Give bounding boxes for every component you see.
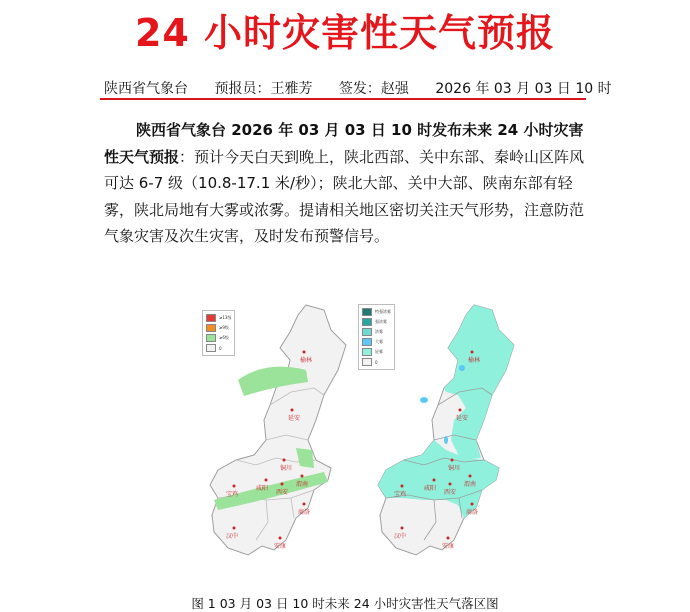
dense-fog-patch xyxy=(444,436,448,444)
dense-fog-patch xyxy=(459,365,465,371)
city-dot xyxy=(303,503,306,506)
legend-swatch xyxy=(362,308,372,316)
city-label: 西安 xyxy=(276,489,289,496)
city-dot xyxy=(281,483,284,486)
city-label: 延安 xyxy=(456,415,469,422)
legend-label: ≥13级 xyxy=(219,315,232,320)
city-dot xyxy=(303,351,306,354)
legend-swatch xyxy=(206,334,216,342)
city-label: 咸阳 xyxy=(424,485,437,492)
city-label: 渭南 xyxy=(296,481,309,488)
legend-label: 大雾 xyxy=(375,339,383,344)
city-dot xyxy=(471,503,474,506)
city-dot xyxy=(469,475,472,478)
legend-row xyxy=(206,323,231,333)
legend-row xyxy=(206,313,231,323)
legend-row xyxy=(362,327,391,337)
legend-row xyxy=(206,343,231,353)
city-label: 宝鸡 xyxy=(394,491,407,498)
document-meta xyxy=(104,78,612,98)
forecast-lead: 陕西省气象台 2026 年 03 月 03 日 10 时发布未来 24 小时灾害性天气预报 xyxy=(104,121,584,166)
maps-svg xyxy=(196,300,516,580)
page-title: 24 小时灾害性天气预报 xyxy=(134,11,556,55)
legend-label: 特强浓雾 xyxy=(375,309,391,314)
meta-forecaster: 预报员：王雅芳 xyxy=(214,81,313,97)
city-dot xyxy=(433,479,436,482)
city-dot xyxy=(283,459,286,462)
figure-caption: 图 1 03 月 03 日 10 时未来 24 小时灾害性天气落区图 xyxy=(191,596,499,611)
city-dot xyxy=(451,459,454,462)
city-label: 商洛 xyxy=(298,509,311,516)
city-dot xyxy=(471,351,474,354)
legend-swatch xyxy=(206,324,216,332)
legend-row xyxy=(362,317,391,327)
header-divider xyxy=(100,98,586,100)
city-label: 汉中 xyxy=(226,533,239,540)
legend-label: 0 xyxy=(219,345,222,351)
meta-issuer: 签发：赵强 xyxy=(338,81,409,97)
city-label: 安康 xyxy=(442,543,455,550)
fog-legend xyxy=(358,304,395,370)
legend-swatch xyxy=(362,328,372,336)
fog-map xyxy=(378,305,514,555)
legend-row xyxy=(362,357,391,367)
city-dot xyxy=(401,527,404,530)
city-dot xyxy=(291,409,294,412)
city-dot xyxy=(233,485,236,488)
city-dot xyxy=(459,409,462,412)
forecast-text: ：预计今天白天到晚上，陕北西部、关中东部、秦岭山区阵风可达 6-7 级（10.8-17.1 米/秒）；陕北大部、关中大部、陕南东部有轻雾，陕北局地有大雾或浓雾。提请相关地区密切关注天气形势，注意防范气象灾害及次生灾害，及时发布预警信号。 xyxy=(104,147,585,245)
city-dot xyxy=(447,537,450,540)
city-label: 咸阳 xyxy=(256,485,269,492)
city-label: 铜川 xyxy=(280,465,293,472)
city-label: 延安 xyxy=(288,415,301,422)
legend-swatch xyxy=(206,344,216,352)
legend-label: 浓雾 xyxy=(375,329,383,334)
legend-swatch xyxy=(362,338,372,346)
legend-swatch xyxy=(206,314,216,322)
city-dot xyxy=(449,483,452,486)
city-label: 商洛 xyxy=(466,509,479,516)
city-dot xyxy=(301,475,304,478)
city-label: 西安 xyxy=(444,489,457,496)
city-label: 榆林 xyxy=(300,357,313,364)
legend-row xyxy=(362,307,391,317)
dense-fog-patch xyxy=(420,397,428,403)
city-dot xyxy=(279,537,282,540)
city-label: 宝鸡 xyxy=(226,491,239,498)
wind-legend xyxy=(202,310,235,356)
city-dot xyxy=(265,479,268,482)
city-label: 汉中 xyxy=(394,533,407,540)
legend-swatch xyxy=(362,348,372,356)
legend-label: 轻雾 xyxy=(375,349,383,354)
legend-label: 强浓雾 xyxy=(375,319,387,324)
forecast-paragraph xyxy=(104,117,594,250)
forecast-maps xyxy=(196,300,516,580)
meta-org: 陕西省气象台 xyxy=(104,81,188,97)
legend-swatch xyxy=(362,318,372,326)
city-label: 安康 xyxy=(274,543,287,550)
city-label: 榆林 xyxy=(468,357,481,364)
city-label: 渭南 xyxy=(464,481,477,488)
legend-row xyxy=(206,333,231,343)
legend-label: 0 xyxy=(375,359,378,365)
city-label: 铜川 xyxy=(448,465,461,472)
meta-datetime: 2026 年 03 月 03 日 10 时 xyxy=(435,81,612,97)
legend-swatch xyxy=(362,358,372,366)
fog-zone-north xyxy=(444,305,514,460)
legend-row xyxy=(362,347,391,357)
legend-label: ≥6级 xyxy=(219,335,229,340)
city-dot xyxy=(233,527,236,530)
city-dot xyxy=(401,485,404,488)
legend-label: ≥9级 xyxy=(219,325,229,330)
legend-row xyxy=(362,337,391,347)
